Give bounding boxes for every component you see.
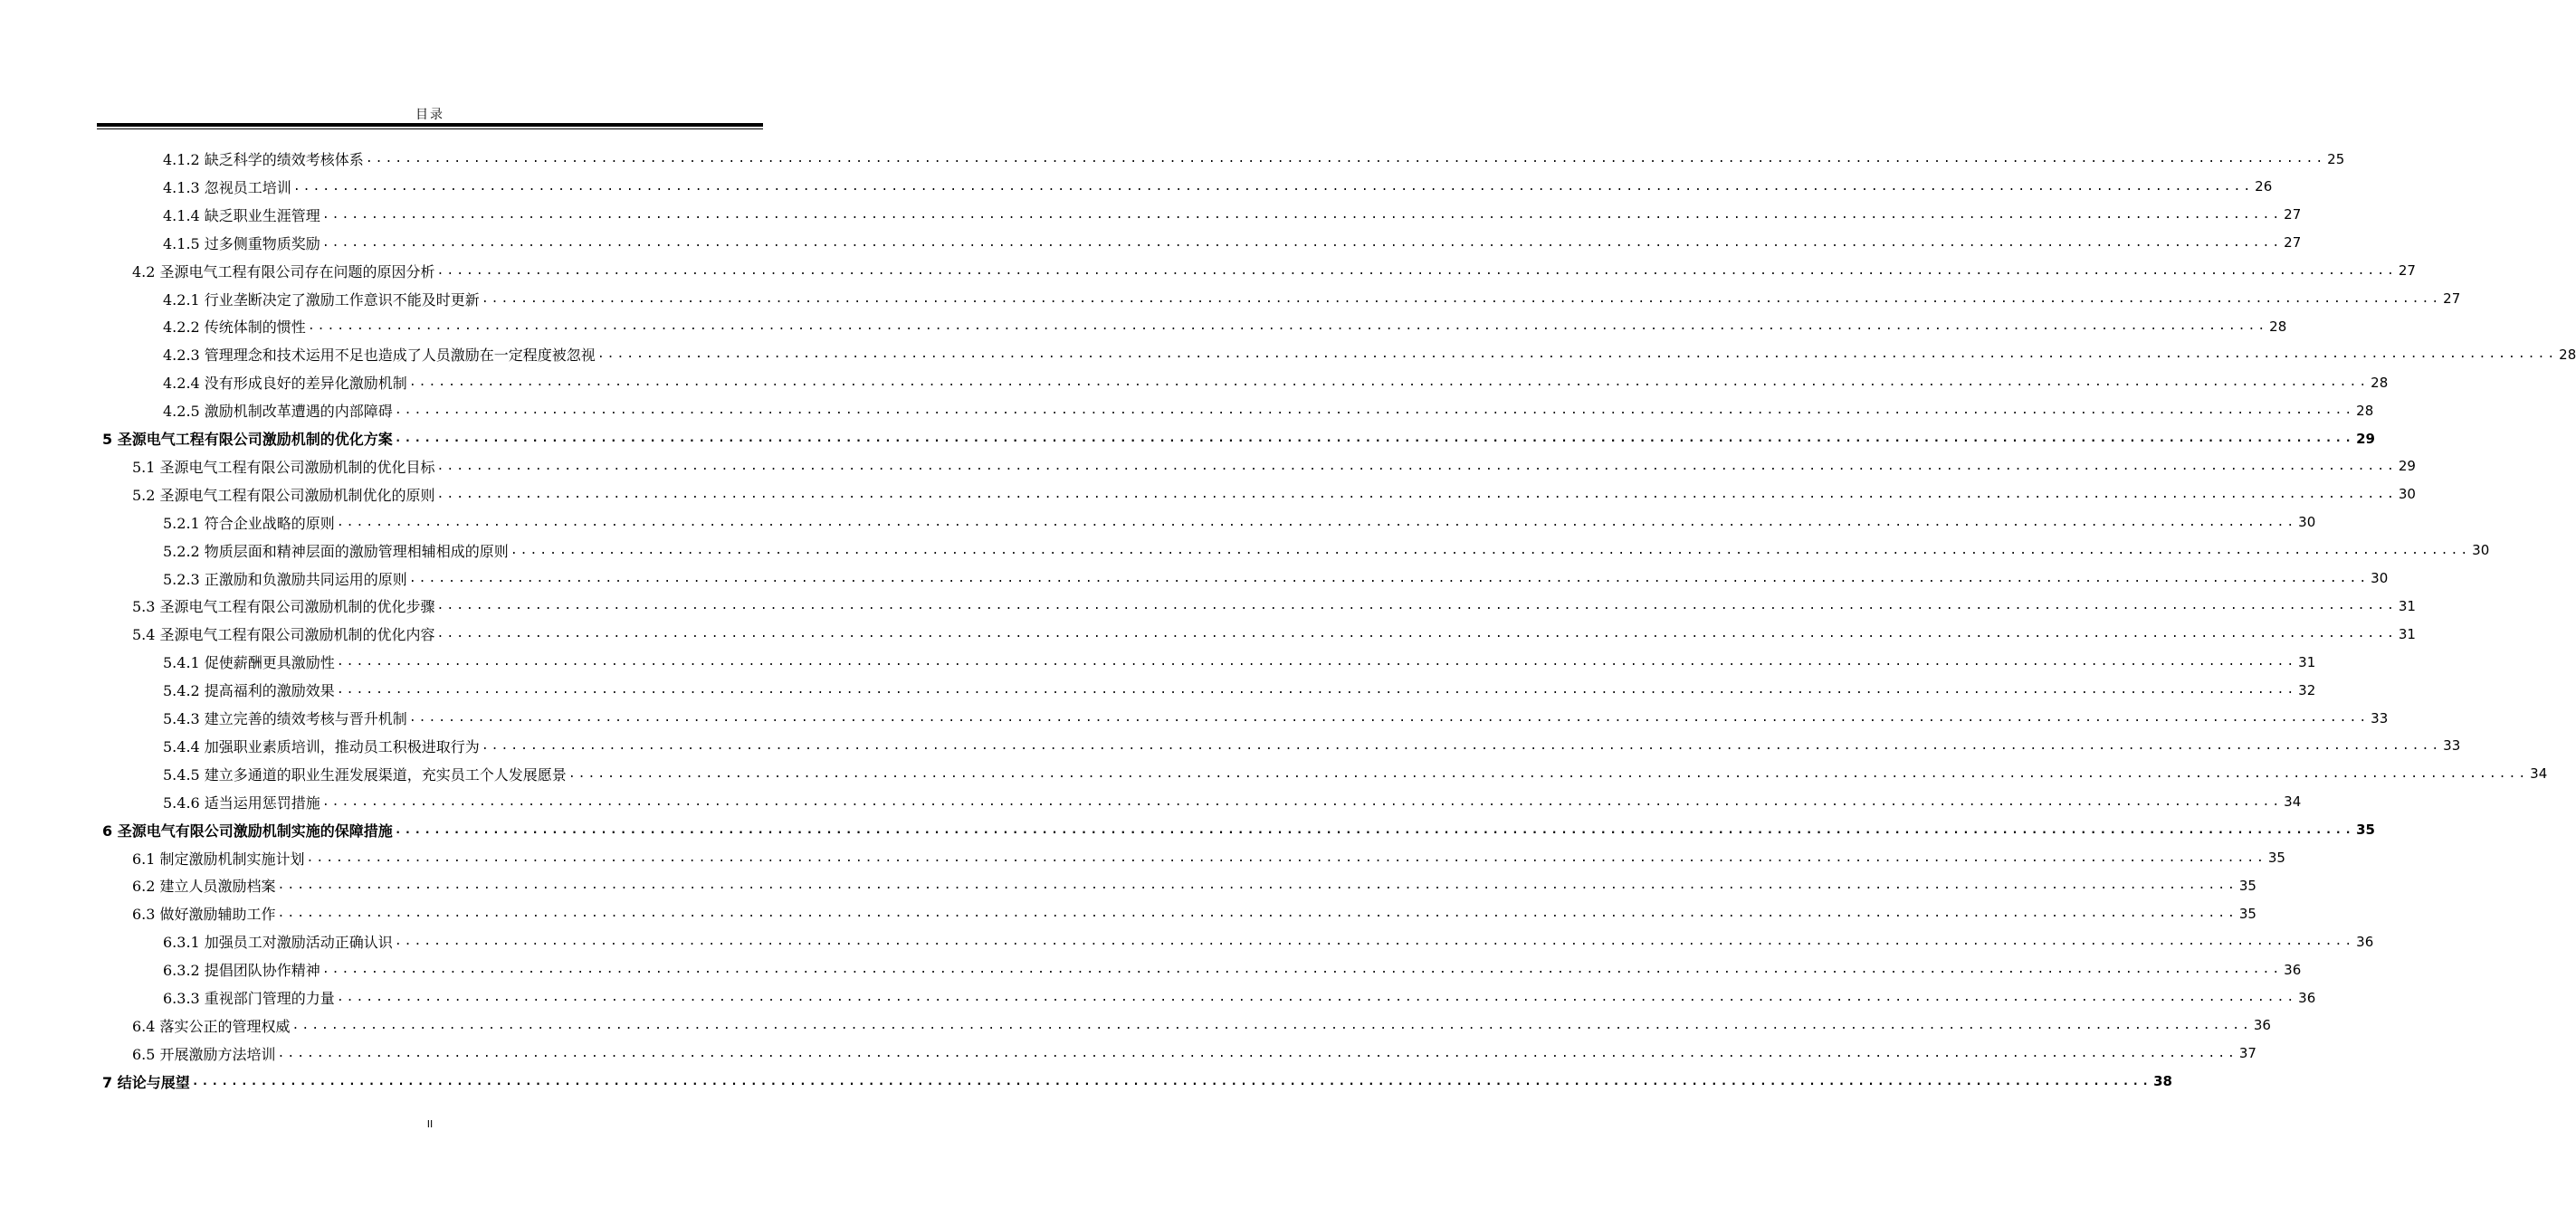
- toc-entry-page: 28: [2269, 318, 2287, 335]
- toc-entry-page: 28: [2559, 346, 2576, 363]
- toc-entry-label: 5.2 圣源电气工程有限公司激励机制优化的原则: [132, 486, 435, 504]
- toc-leader-dots: ........................................................................................................................................................................................................: [408, 711, 2370, 725]
- toc-entry[interactable]: [132, 620, 2416, 648]
- toc-entry-page: 35: [2267, 850, 2285, 866]
- toc-entry-label: 4.2.1 行业垄断决定了激励工作意识不能及时更新: [163, 290, 480, 309]
- toc-leader-dots: ........................................................................................................................................................................................................: [277, 879, 2237, 893]
- toc-entry-page: 29: [2356, 430, 2375, 447]
- toc-entry-label: 7 结论与展望: [102, 1073, 190, 1091]
- toc-leader-dots: ........................................................................................................................................................................................................: [321, 794, 2283, 809]
- toc-entry-page: 30: [2472, 542, 2490, 559]
- toc-entry[interactable]: [163, 788, 2302, 816]
- toc-leader-dots: ........................................................................................................................................................................................................: [436, 263, 2397, 278]
- toc-entry-label: 6.2 建立人员激励档案: [132, 878, 276, 896]
- toc-entry-page: 36: [2298, 989, 2316, 1006]
- page-number: II: [426, 1118, 434, 1130]
- toc-entry[interactable]: [102, 424, 2375, 452]
- toc-leader-dots: ........................................................................................................................................................................................................: [321, 235, 2283, 250]
- toc-entry[interactable]: [163, 508, 2316, 537]
- toc-entry-page: 27: [2398, 262, 2416, 280]
- toc-entry-label: 5.4.4 加强职业素质培训，推动员工积极进取行为: [163, 737, 480, 755]
- toc-entry-page: 38: [2153, 1073, 2172, 1090]
- toc-leader-dots: ........................................................................................................................................................................................................: [291, 1018, 2252, 1032]
- toc-entry-page: 30: [2298, 514, 2316, 531]
- toc-entry[interactable]: [163, 955, 2302, 983]
- toc-leader-dots: ........................................................................................................................................................................................................: [336, 655, 2297, 670]
- toc-entry-label: 5.3 圣源电气工程有限公司激励机制的优化步骤: [132, 598, 435, 616]
- toc-entry[interactable]: [163, 676, 2316, 704]
- toc-leader-dots: ........................................................................................................................................................................................................: [191, 1074, 2152, 1088]
- toc-entry[interactable]: [132, 1040, 2256, 1068]
- toc-entry-label: 4.1.4 缺乏职业生涯管理: [163, 206, 320, 224]
- toc-entry-page: 35: [2238, 877, 2256, 894]
- header-rule-thick: [97, 123, 763, 127]
- toc-entry-page: 25: [2327, 150, 2345, 167]
- toc-entry[interactable]: [163, 537, 2490, 565]
- toc-entry-page: 29: [2398, 458, 2416, 475]
- toc-entry-page: 33: [2443, 737, 2461, 755]
- toc-leader-dots: ........................................................................................................................................................................................................: [365, 152, 2326, 166]
- toc-leader-dots: ........................................................................................................................................................................................................: [568, 766, 2529, 781]
- toc-entry-page: 27: [2284, 206, 2302, 223]
- toc-entry-label: 6.5 开展激励方法培训: [132, 1045, 276, 1063]
- toc-leader-dots: ........................................................................................................................................................................................................: [336, 683, 2297, 698]
- toc-entry[interactable]: [132, 1012, 2271, 1040]
- toc-entry[interactable]: [163, 704, 2389, 732]
- toc-entry[interactable]: [163, 145, 2345, 173]
- toc-leader-dots: ........................................................................................................................................................................................................: [408, 375, 2370, 390]
- toc-entry-page: 30: [2371, 570, 2389, 586]
- toc-entry-page: 28: [2356, 402, 2374, 419]
- toc-entry-label: 6.3 做好激励辅助工作: [132, 906, 276, 924]
- toc-entry-page: 31: [2398, 597, 2416, 614]
- toc-entry[interactable]: [163, 648, 2316, 676]
- toc-leader-dots: ........................................................................................................................................................................................................: [336, 515, 2297, 529]
- toc-entry-page: 34: [2530, 765, 2548, 783]
- toc-leader-dots: ........................................................................................................................................................................................................: [481, 291, 2442, 306]
- toc-leader-dots: ........................................................................................................................................................................................................: [321, 963, 2283, 977]
- toc-leader-dots: ........................................................................................................................................................................................................: [408, 571, 2370, 585]
- toc-entry-label: 6.4 落实公正的管理权威: [132, 1017, 291, 1035]
- header-rule-thin: [97, 128, 763, 129]
- toc-leader-dots: ........................................................................................................................................................................................................: [394, 935, 2355, 949]
- toc-entry[interactable]: [163, 312, 2287, 340]
- toc-entry-label: 5.4.5 建立多通道的职业生涯发展渠道，充实员工个人发展愿景: [163, 765, 567, 784]
- toc-entry[interactable]: [163, 983, 2316, 1012]
- toc-entry-page: 32: [2298, 681, 2316, 698]
- toc-entry[interactable]: [163, 201, 2302, 229]
- toc-entry[interactable]: [132, 899, 2256, 927]
- toc-leader-dots: ........................................................................................................................................................................................................: [306, 850, 2266, 865]
- toc-entry[interactable]: [132, 452, 2416, 480]
- toc-entry-page: 30: [2398, 486, 2416, 503]
- toc-entry-page: 28: [2371, 374, 2389, 391]
- toc-entry[interactable]: [163, 173, 2273, 201]
- toc-entry-page: 31: [2298, 653, 2316, 670]
- toc-entry-label: 5 圣源电气工程有限公司激励机制的优化方案: [102, 431, 393, 448]
- toc-entry-page: 27: [2284, 234, 2302, 252]
- toc-entry[interactable]: [102, 1068, 2172, 1096]
- toc-entry-label: 5.4.3 建立完善的绩效考核与晋升机制: [163, 710, 407, 727]
- toc-entry-label: 5.4.2 提高福利的激励效果: [163, 682, 335, 700]
- toc-entry-label: 4.2.3 管理理念和技术运用不足也造成了人员激励在一定程度被忽视: [163, 347, 596, 365]
- toc-entry[interactable]: [132, 592, 2416, 620]
- toc-entry-label: 4.2.4 没有形成良好的差异化激励机制: [163, 375, 407, 393]
- toc-entry-label: 5.4 圣源电气工程有限公司激励机制的优化内容: [132, 626, 435, 644]
- toc-entry-page: 33: [2371, 709, 2389, 727]
- toc-entry-page: 36: [2253, 1017, 2271, 1034]
- toc-entry-page: 36: [2284, 961, 2302, 978]
- toc-entry-label: 4.2.2 传统体制的惯性: [163, 318, 306, 337]
- toc-entry[interactable]: [163, 229, 2302, 257]
- toc-entry-page: 36: [2356, 933, 2374, 950]
- toc-entry-page: 34: [2284, 793, 2302, 811]
- toc-leader-dots: ........................................................................................................................................................................................................: [394, 432, 2355, 445]
- toc-entry-label: 6.1 制定激励机制实施计划: [132, 850, 305, 868]
- toc-entry-label: 4.1.3 忽视员工培训: [163, 178, 291, 196]
- toc-entry[interactable]: [163, 368, 2389, 396]
- toc-entry-label: 5.2.2 物质层面和精神层面的激励管理相辅相成的原则: [163, 542, 509, 560]
- toc-entry[interactable]: [163, 396, 2374, 424]
- toc-entry-label: 4.1.2 缺乏科学的绩效考核体系: [163, 151, 364, 168]
- toc-entry-label: 4.2.5 激励机制改革遭遇的内部障碍: [163, 403, 393, 421]
- toc-entry-page: 35: [2356, 822, 2375, 839]
- toc-leader-dots: ........................................................................................................................................................................................................: [510, 543, 2471, 557]
- toc-entry-label: 6.3.1 加强员工对激励活动正确认识: [163, 934, 393, 952]
- toc-entry[interactable]: [132, 480, 2416, 508]
- toc-entry-page: 27: [2443, 290, 2461, 307]
- toc-entry-label: 5.4.1 促使薪酬更具激励性: [163, 654, 335, 672]
- toc-leader-dots: ........................................................................................................................................................................................................: [307, 319, 2268, 334]
- toc-leader-dots: ........................................................................................................................................................................................................: [394, 404, 2355, 418]
- toc-entry[interactable]: [163, 565, 2389, 593]
- toc-entry[interactable]: [163, 927, 2374, 955]
- toc-entry-label: 5.2.1 符合企业战略的原则: [163, 514, 335, 532]
- toc-leader-dots: ........................................................................................................................................................................................................: [292, 179, 2254, 194]
- toc-entry-label: 4.2 圣源电气工程有限公司存在问题的原因分析: [132, 262, 435, 280]
- toc-entry[interactable]: [132, 844, 2285, 872]
- toc-entry[interactable]: [163, 760, 2548, 788]
- toc-entry-page: 26: [2255, 178, 2273, 195]
- toc-entry-label: 5.1 圣源电气工程有限公司激励机制的优化目标: [132, 458, 435, 476]
- toc-entry-page: 37: [2238, 1045, 2256, 1062]
- toc-entry[interactable]: [132, 871, 2256, 899]
- toc-leader-dots: ........................................................................................................................................................................................................: [336, 991, 2297, 1004]
- toc-leader-dots: ........................................................................................................................................................................................................: [436, 459, 2397, 473]
- toc-entry-label: 6.3.2 提倡团队协作精神: [163, 962, 320, 980]
- toc-leader-dots: ........................................................................................................................................................................................................: [436, 487, 2397, 501]
- toc-entry[interactable]: [132, 257, 2416, 285]
- toc-leader-dots: ........................................................................................................................................................................................................: [436, 599, 2397, 613]
- toc-leader-dots: ........................................................................................................................................................................................................: [436, 627, 2397, 641]
- toc-entry[interactable]: [163, 732, 2461, 760]
- toc-leader-dots: ........................................................................................................................................................................................................: [394, 822, 2355, 837]
- toc-entry[interactable]: [163, 285, 2461, 313]
- toc-entry-page: 35: [2238, 905, 2256, 922]
- toc-entry-label: 6 圣源电气有限公司激励机制实施的保障措施: [102, 822, 393, 840]
- running-header-title: 目录: [415, 108, 444, 122]
- toc-leader-dots: ........................................................................................................................................................................................................: [481, 738, 2442, 753]
- toc-entry[interactable]: [102, 816, 2375, 844]
- toc-entry-label: 5.4.6 适当运用惩罚措施: [163, 793, 320, 812]
- toc-entry-label: 5.2.3 正激励和负激励共同运用的原则: [163, 570, 407, 588]
- toc-entry-label: 6.3.3 重视部门管理的力量: [163, 990, 335, 1007]
- toc-leader-dots: ........................................................................................................................................................................................................: [277, 1046, 2237, 1060]
- toc-leader-dots: ........................................................................................................................................................................................................: [277, 907, 2237, 921]
- toc-entry-label: 4.1.5 过多侧重物质奖励: [163, 234, 320, 252]
- toc-entry[interactable]: [163, 340, 2576, 368]
- toc-entry-page: 31: [2398, 625, 2416, 642]
- toc-leader-dots: ........................................................................................................................................................................................................: [596, 347, 2558, 362]
- toc-leader-dots: ........................................................................................................................................................................................................: [321, 207, 2283, 222]
